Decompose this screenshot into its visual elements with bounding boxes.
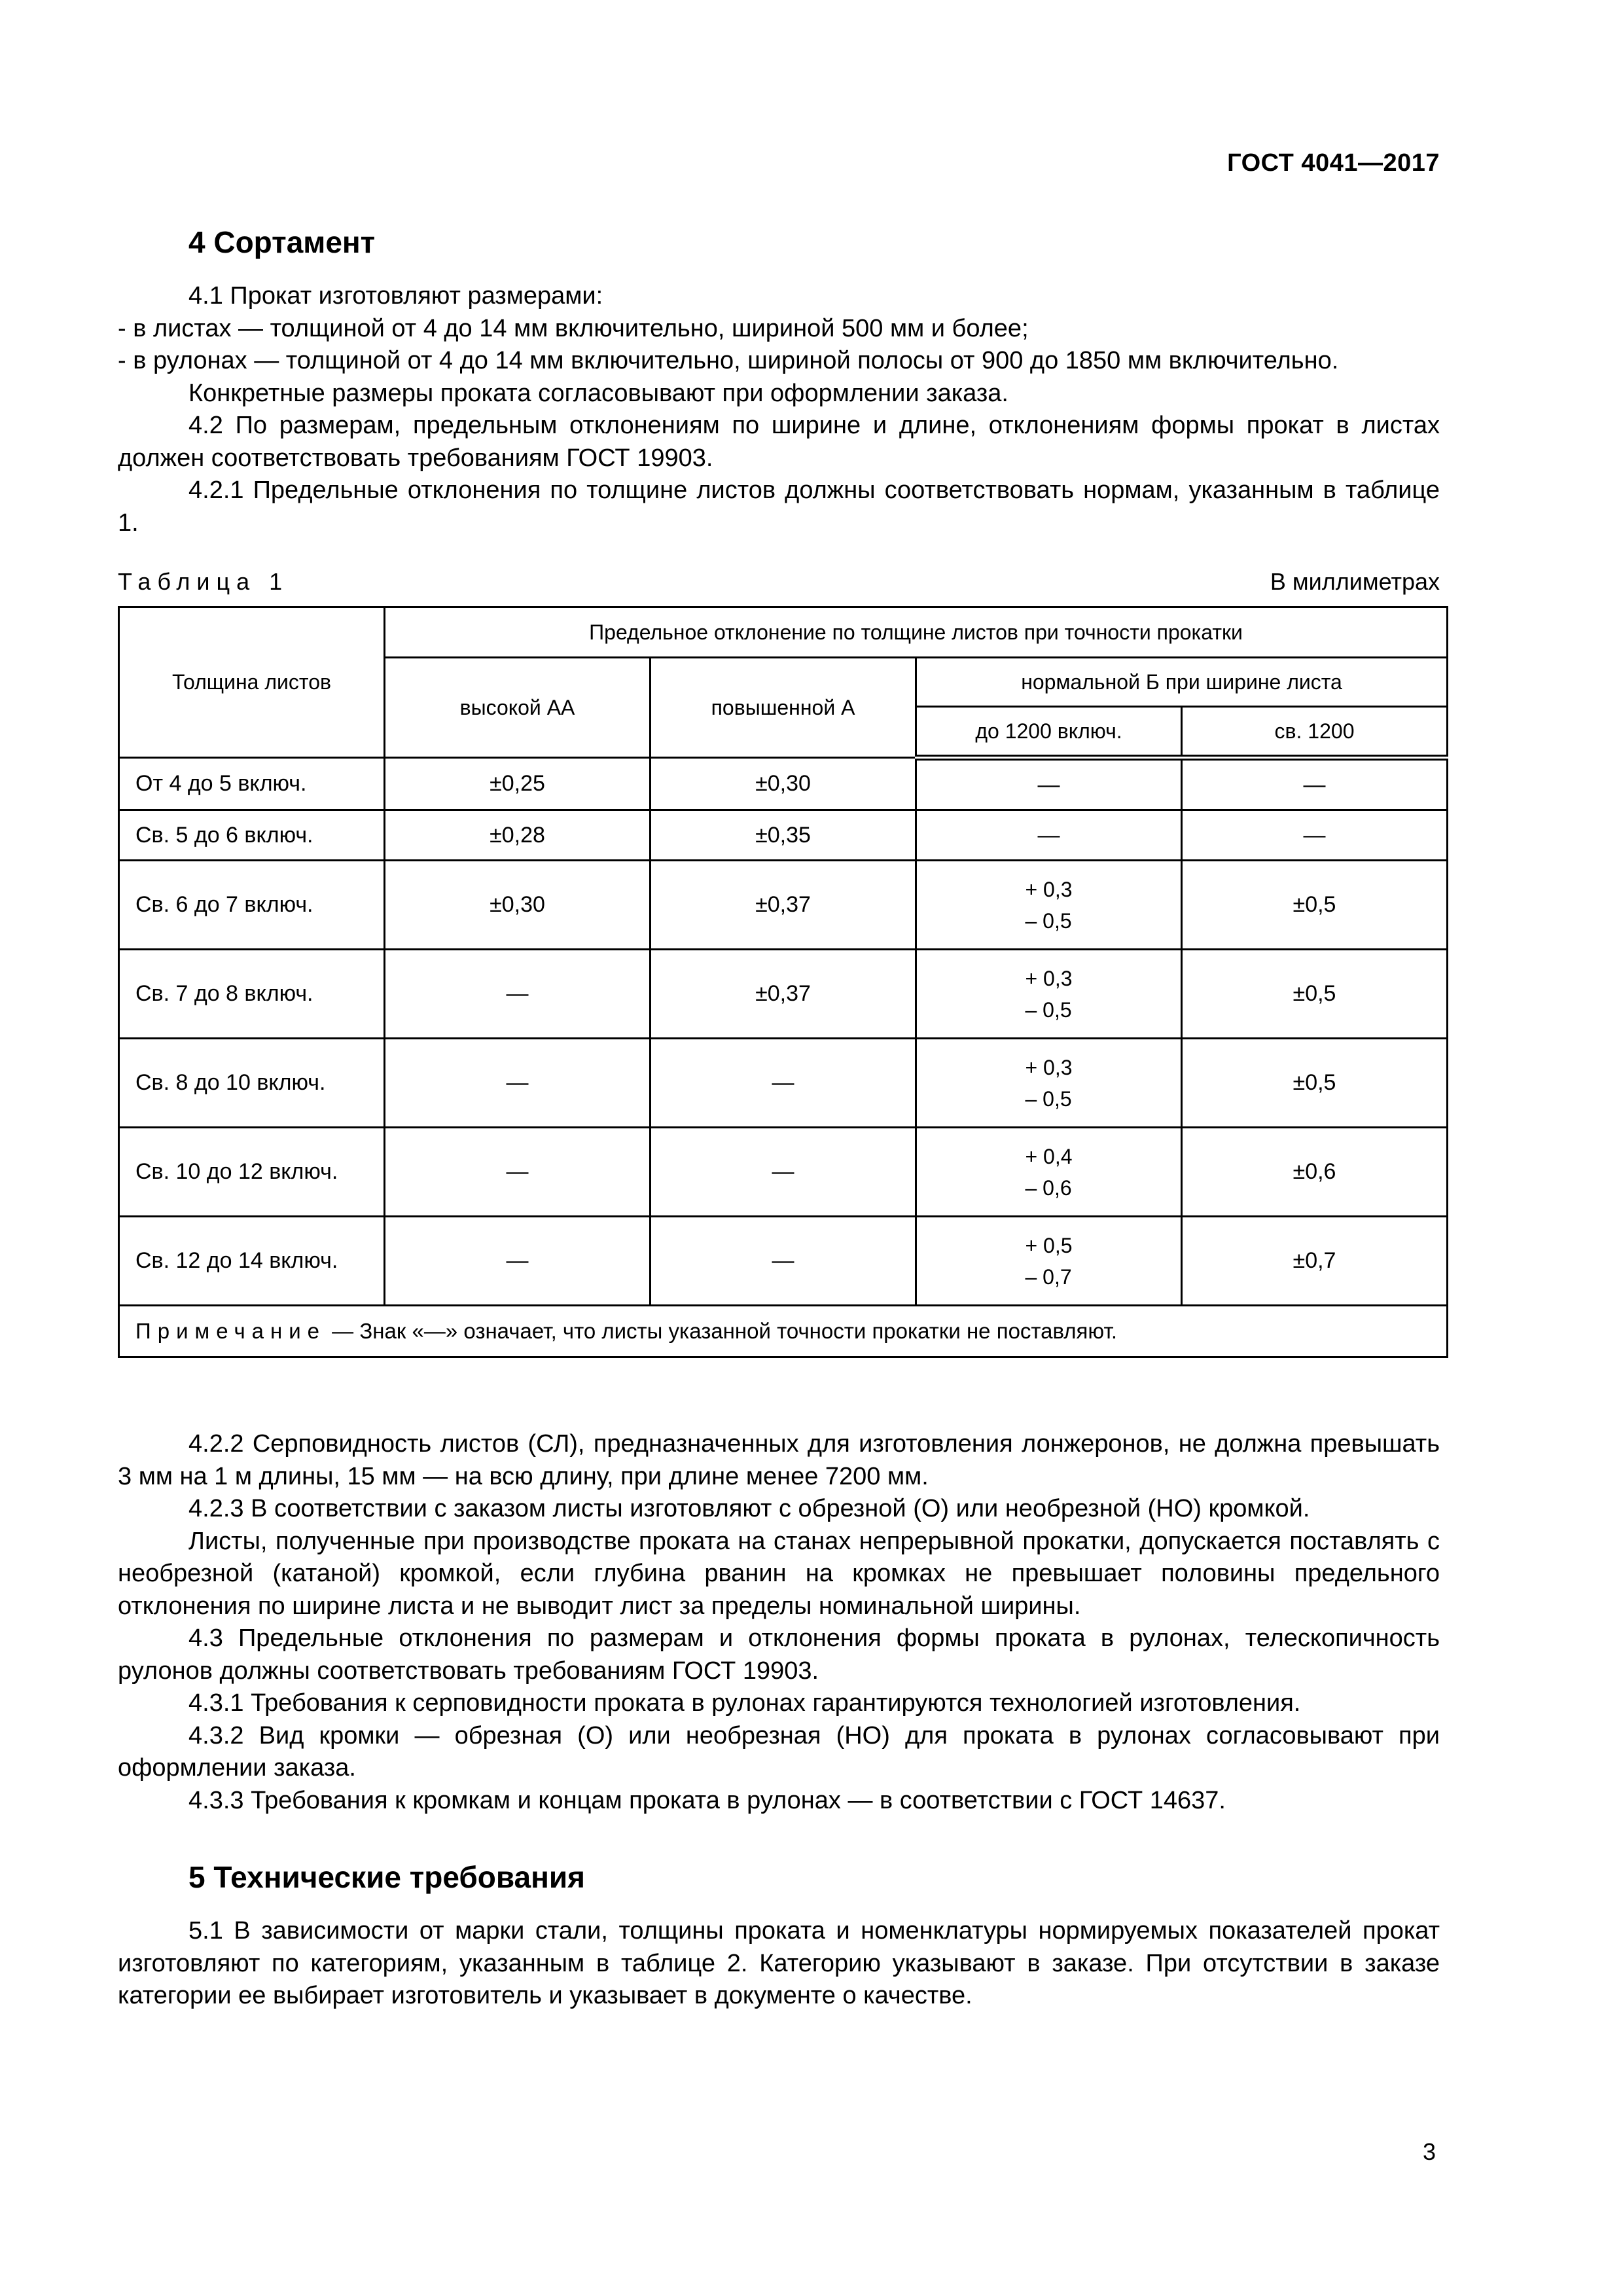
cell-normal-over-1200: ±0,7 bbox=[1182, 1217, 1448, 1306]
list-item-coils: - в рулонах — толщиной от 4 до 14 мм включительно, шириной полосы от 900 до 1850 мм включительно. bbox=[118, 347, 1339, 374]
table-row bbox=[119, 1217, 1448, 1306]
paragraph-4-2: 4.2 По размерам, предельным отклонениям по ширине и длине, отклонениям формы прокат в листах должен соответствовать требованиям ГОСТ 19903. bbox=[118, 412, 1440, 472]
cell-thickness: Св. 12 до 14 включ. bbox=[119, 1217, 385, 1306]
cell-normal-upto-1200 bbox=[916, 1217, 1182, 1306]
header-increased: повышенной А bbox=[651, 658, 916, 758]
header-thickness: Толщина листов bbox=[119, 607, 385, 758]
table-caption-row bbox=[118, 568, 1440, 596]
tolerance-minus: – 0,6 bbox=[1025, 1175, 1072, 1200]
list-item-sheets: - в листах — толщиной от 4 до 14 мм включительно, шириной 500 мм и более; bbox=[118, 314, 1029, 342]
paragraph-4-2-2: 4.2.2 Серповидность листов (СЛ), предназначенных для изготовления лонжеронов, не должна превышать 3 мм на 1 м длины, 15 мм — на всю длину, при длине менее 7200 мм. bbox=[118, 1430, 1440, 1490]
header-upto-1200: до 1200 включ. bbox=[916, 707, 1182, 758]
cell-thickness: Св. 10 до 12 включ. bbox=[119, 1128, 385, 1217]
cell-thickness: От 4 до 5 включ. bbox=[119, 758, 385, 810]
table-row bbox=[119, 810, 1448, 861]
page-number: 3 bbox=[1422, 2138, 1436, 2165]
table-caption: Таблица 1 bbox=[118, 568, 289, 595]
cell-normal-upto-1200 bbox=[916, 950, 1182, 1039]
cell-normal-over-1200: ±0,5 bbox=[1182, 950, 1448, 1039]
tolerance-pair bbox=[1025, 1052, 1072, 1115]
header-high: высокой АА bbox=[385, 658, 651, 758]
tolerance-plus: + 0,5 bbox=[1025, 1233, 1073, 1257]
tolerance-plus: + 0,3 bbox=[1025, 877, 1073, 901]
header-group: Предельное отклонение по толщине листов при точности прокатки bbox=[385, 607, 1448, 658]
tolerance-plus: + 0,4 bbox=[1025, 1144, 1073, 1168]
tolerance-minus: – 0,5 bbox=[1025, 1086, 1072, 1111]
note-text: — Знак «—» означает, что листы указанной точности прокатки не поставляют. bbox=[326, 1319, 1118, 1343]
cell-normal-upto-1200 bbox=[916, 1128, 1182, 1217]
cell-normal-upto-1200 bbox=[916, 1039, 1182, 1128]
paragraph-sizes: Конкретные размеры проката согласовывают при оформлении заказа. bbox=[188, 379, 1008, 407]
paragraph-4-3-2: 4.3.2 Вид кромки — обрезная (О) или необрезная (НО) для проката в рулонах согласовывают при оформлении заказа. bbox=[118, 1721, 1440, 1782]
paragraph-4-3-1: 4.3.1 Требования к серповидности проката в рулонах гарантируются технологией изготовления. bbox=[188, 1689, 1301, 1717]
cell-thickness: Св. 5 до 6 включ. bbox=[119, 810, 385, 861]
cell-thickness: Св. 6 до 7 включ. bbox=[119, 861, 385, 950]
cell-increased: — bbox=[651, 1128, 916, 1217]
cell-increased: — bbox=[651, 1217, 916, 1306]
tolerance-minus: – 0,5 bbox=[1025, 908, 1072, 933]
paragraph-4-2-3: 4.2.3 В соответствии с заказом листы изготовляют с обрезной (О) или необрезной (НО) кромкой. bbox=[188, 1495, 1310, 1522]
cell-increased: — bbox=[651, 1039, 916, 1128]
section-5-title: 5 Технические требования bbox=[188, 1860, 585, 1894]
cell-high: ±0,30 bbox=[385, 861, 651, 950]
cell-high: — bbox=[385, 950, 651, 1039]
tolerance-table bbox=[118, 606, 1448, 1358]
cell-thickness: Св. 8 до 10 включ. bbox=[119, 1039, 385, 1128]
table-row bbox=[119, 1128, 1448, 1217]
cell-high: ±0,25 bbox=[385, 758, 651, 810]
table-row bbox=[119, 950, 1448, 1039]
tolerance-plus: + 0,3 bbox=[1025, 966, 1073, 990]
cell-increased: ±0,37 bbox=[651, 950, 916, 1039]
cell-high: — bbox=[385, 1039, 651, 1128]
cell-increased: ±0,37 bbox=[651, 861, 916, 950]
table-note bbox=[119, 1306, 1448, 1357]
table-row bbox=[119, 758, 1448, 810]
cell-increased: ±0,30 bbox=[651, 758, 916, 810]
cell-high: — bbox=[385, 1217, 651, 1306]
table-note-row bbox=[119, 1306, 1448, 1357]
tolerance-minus: – 0,5 bbox=[1025, 997, 1072, 1022]
cell-normal-over-1200: — bbox=[1182, 758, 1448, 810]
paragraph-4-3-3: 4.3.3 Требования к кромкам и концам проката в рулонах — в соответствии с ГОСТ 14637. bbox=[188, 1786, 1226, 1814]
paragraph-sheets-continuous: Листы, полученные при производстве проката на станах непрерывной прокатки, допускается поставлять с необрезной (катаной) кромкой, если глубина рванин на кромках не превышает половины предельного отклонения по ширине листа и не выводит лист за пределы номинальной ширины. bbox=[118, 1527, 1440, 1620]
paragraph-4-3: 4.3 Предельные отклонения по размерам и отклонения формы проката в рулонах, телескопичность рулонов должны соответствовать требованиям ГОСТ 19903. bbox=[118, 1624, 1440, 1685]
cell-normal-over-1200: ±0,5 bbox=[1182, 1039, 1448, 1128]
paragraph-5-1: 5.1 В зависимости от марки стали, толщины проката и номенклатуры нормируемых показателей прокат изготовляют по категориям, указанным в таблице 2. Категорию указывают в заказе. При отсутствии в заказе категории ее выбирает изготовитель и указывает в документе о качестве. bbox=[118, 1917, 1440, 2009]
tolerance-plus: + 0,3 bbox=[1025, 1055, 1073, 1079]
cell-normal-upto-1200: — bbox=[916, 758, 1182, 810]
cell-thickness: Св. 7 до 8 включ. bbox=[119, 950, 385, 1039]
paragraph-4-1: 4.1 Прокат изготовляют размерами: bbox=[188, 282, 603, 310]
cell-normal-over-1200: ±0,5 bbox=[1182, 861, 1448, 950]
tolerance-pair bbox=[1025, 1141, 1072, 1204]
cell-high: ±0,28 bbox=[385, 810, 651, 861]
cell-high: — bbox=[385, 1128, 651, 1217]
table-row bbox=[119, 1039, 1448, 1128]
header-normal: нормальной Б при ширине листа bbox=[916, 658, 1448, 707]
section-4 bbox=[118, 223, 1440, 1358]
note-label: Примечание bbox=[135, 1319, 327, 1343]
cell-normal-upto-1200: — bbox=[916, 810, 1182, 861]
cell-normal-over-1200: ±0,6 bbox=[1182, 1128, 1448, 1217]
tolerance-pair bbox=[1025, 963, 1072, 1026]
paragraph-4-2-1: 4.2.1 Предельные отклонения по толщине листов должны соответствовать нормам, указанным в таблице 1. bbox=[118, 476, 1440, 537]
cell-normal-over-1200: — bbox=[1182, 810, 1448, 861]
table-units: В миллиметрах bbox=[1270, 568, 1440, 595]
table-row bbox=[119, 861, 1448, 950]
document-id: ГОСТ 4041—2017 bbox=[1227, 149, 1440, 177]
tolerance-pair bbox=[1025, 874, 1072, 937]
cell-increased: ±0,35 bbox=[651, 810, 916, 861]
after-table-section bbox=[118, 1428, 1440, 2013]
tolerance-minus: – 0,7 bbox=[1025, 1265, 1072, 1289]
cell-normal-upto-1200 bbox=[916, 861, 1182, 950]
tolerance-pair bbox=[1025, 1230, 1072, 1293]
section-4-title: 4 Сортамент bbox=[188, 225, 376, 259]
header-over-1200: св. 1200 bbox=[1182, 707, 1448, 758]
